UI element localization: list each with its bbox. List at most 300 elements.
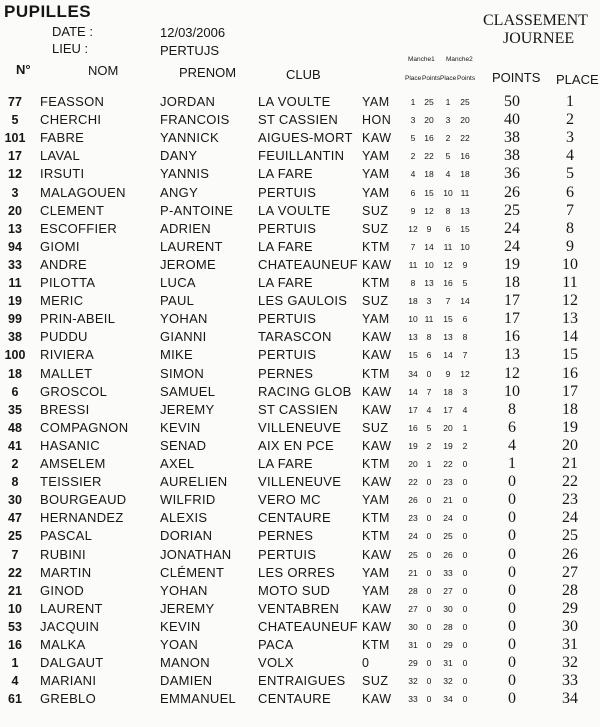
rider-club: ST CASSIEN <box>258 112 339 128</box>
table-row <box>0 455 600 473</box>
rider-firstname: JEREMY <box>160 401 215 417</box>
rider-club: VILLENEUVE <box>258 419 342 435</box>
rider-lastname: MARIANI <box>40 673 97 689</box>
rider-brand: YAM <box>362 493 390 508</box>
rider-firstname: SIMON <box>160 365 205 381</box>
manche1-points: 0 <box>426 585 432 596</box>
rider-club: AIX EN PCE <box>258 437 334 453</box>
rider-lastname: MALLET <box>40 365 93 381</box>
table-row <box>0 346 600 364</box>
manche2-place: 19 <box>443 440 453 451</box>
rider-club: PACA <box>258 637 294 652</box>
manche1-place: 34 <box>408 368 418 379</box>
final-place: 15 <box>562 346 578 364</box>
total-points: 0 <box>508 581 516 599</box>
final-place: 31 <box>562 636 578 653</box>
journee-title: JOURNEE <box>503 30 575 47</box>
manche1-points: 15 <box>424 187 434 198</box>
manche2-points: 13 <box>460 205 470 216</box>
rider-number: 35 <box>8 402 22 417</box>
rider-lastname: LAVAL <box>40 148 81 164</box>
total-points: 40 <box>504 111 520 129</box>
manche2-place: 12 <box>443 259 453 270</box>
total-points: 0 <box>508 636 516 653</box>
rider-brand: KAW <box>362 547 392 562</box>
col-points: POINTS <box>492 70 541 85</box>
final-place: 5 <box>566 165 574 183</box>
rider-lastname: MERIC <box>40 293 84 309</box>
rider-brand: KAW <box>362 601 392 616</box>
manche2-points: 20 <box>460 115 470 126</box>
manche2-place: 27 <box>443 585 453 596</box>
rider-number: 10 <box>8 601 22 616</box>
manche1-points: 0 <box>426 567 432 578</box>
col-nom: NOM <box>88 63 119 78</box>
rider-brand: SUZ <box>362 294 389 309</box>
manche2-points: 0 <box>462 640 468 650</box>
rider-club: CHATEAUNEUF <box>258 256 358 272</box>
manche2-place: 33 <box>443 567 453 578</box>
rider-lastname: PUDDU <box>40 329 88 345</box>
total-points: 18 <box>504 274 520 291</box>
rider-firstname: P-ANTOINE <box>160 202 234 218</box>
rider-number: 1 <box>11 656 19 671</box>
manche2-points: 18 <box>460 169 470 180</box>
manche1-points: 0 <box>426 495 432 506</box>
manche1-points: 25 <box>424 97 434 107</box>
manche1-place: 13 <box>408 332 418 343</box>
col-m1-points: Points <box>422 75 441 82</box>
rider-lastname: MALAGOUEN <box>40 184 126 200</box>
rider-number: 94 <box>8 239 22 254</box>
rider-number: 16 <box>8 638 22 652</box>
final-place: 27 <box>562 563 578 581</box>
rider-brand: KAW <box>362 402 392 417</box>
manche1-place: 26 <box>408 495 418 506</box>
rider-lastname: FEASSON <box>40 94 105 109</box>
manche1-points: 7 <box>426 386 432 397</box>
rider-number: 4 <box>11 674 19 689</box>
rider-brand: SUZ <box>362 420 389 435</box>
table-row <box>0 437 600 455</box>
manche2-place: 6 <box>445 223 451 234</box>
final-place: 6 <box>566 183 574 201</box>
final-place: 1 <box>566 93 574 110</box>
col-manche1: Manche1 <box>408 56 435 63</box>
rider-brand: SUZ <box>362 674 389 689</box>
table-row <box>0 147 600 165</box>
rider-lastname: TEISSIER <box>40 474 102 490</box>
page-title: PUPILLES <box>4 2 92 21</box>
final-place: 25 <box>562 527 578 545</box>
rider-number: 100 <box>4 348 26 363</box>
table-row <box>0 256 600 274</box>
manche2-points: 3 <box>462 386 468 397</box>
rider-firstname: AURELIEN <box>160 474 228 490</box>
rider-number: 48 <box>8 420 22 435</box>
manche1-place: 22 <box>408 477 418 488</box>
manche1-place: 28 <box>408 585 418 596</box>
table-row <box>0 618 600 636</box>
rider-firstname: DAMIEN <box>160 673 213 689</box>
total-points: 0 <box>508 599 516 617</box>
manche1-place: 27 <box>408 603 418 614</box>
total-points: 10 <box>504 382 520 400</box>
total-points: 0 <box>508 527 516 545</box>
rider-number: 20 <box>8 203 22 218</box>
rider-lastname: RUBINI <box>40 546 86 562</box>
final-place: 12 <box>562 292 578 310</box>
manche2-place: 26 <box>443 549 453 560</box>
rider-brand: KTM <box>362 366 390 381</box>
final-place: 32 <box>562 654 578 672</box>
rider-lastname: CHERCHI <box>40 112 102 128</box>
final-place: 18 <box>562 400 578 418</box>
rider-number: 22 <box>8 565 22 580</box>
rider-brand: KTM <box>362 529 390 544</box>
total-points: 26 <box>504 183 520 201</box>
manche1-points: 3 <box>426 296 432 307</box>
rider-club: PERTUIS <box>258 546 317 562</box>
rider-brand: KAW <box>362 348 392 363</box>
rider-lastname: IRSUTI <box>40 166 85 182</box>
date-label: DATE : <box>52 24 93 39</box>
manche1-points: 9 <box>426 223 432 234</box>
manche2-place: 10 <box>443 187 453 198</box>
rider-brand: 0 <box>362 656 370 671</box>
manche1-place: 23 <box>408 513 418 524</box>
rider-lastname: RIVIERA <box>40 347 95 363</box>
rider-brand: KTM <box>362 511 390 526</box>
rider-brand: KAW <box>362 475 392 490</box>
manche1-place: 21 <box>408 567 418 578</box>
rider-club: TARASCON <box>258 329 332 345</box>
manche1-place: 3 <box>410 115 416 126</box>
manche1-place: 10 <box>408 314 418 325</box>
manche1-points: 20 <box>424 115 434 126</box>
rider-firstname: YOHAN <box>160 311 208 327</box>
manche2-place: 30 <box>443 603 453 614</box>
manche1-points: 22 <box>424 151 434 162</box>
rider-lastname: ANDRE <box>40 256 88 272</box>
rider-club: LES GAULOIS <box>258 293 348 309</box>
manche1-points: 11 <box>424 314 434 325</box>
rider-firstname: YANNICK <box>160 130 219 146</box>
manche1-points: 0 <box>426 694 432 705</box>
manche2-points: 7 <box>462 350 468 361</box>
manche2-points: 0 <box>462 513 468 524</box>
total-points: 4 <box>508 436 516 454</box>
manche2-place: 16 <box>443 278 453 288</box>
rider-firstname: FRANCOIS <box>160 112 230 128</box>
manche1-place: 19 <box>408 440 418 451</box>
manche1-place: 25 <box>408 549 418 560</box>
manche2-place: 1 <box>445 97 451 107</box>
manche1-place: 16 <box>408 422 418 433</box>
rider-number: 47 <box>8 511 22 526</box>
manche2-place: 4 <box>445 169 451 180</box>
rider-club: ST CASSIEN <box>258 401 339 417</box>
manche2-points: 0 <box>462 531 468 542</box>
manche1-place: 30 <box>408 621 418 632</box>
rider-brand: KAW <box>362 257 392 272</box>
rider-club: LA FARE <box>258 456 313 471</box>
final-place: 33 <box>562 672 578 690</box>
manche2-points: 2 <box>462 440 468 451</box>
rider-brand: YAM <box>362 185 390 200</box>
final-place: 24 <box>562 509 578 527</box>
total-points: 12 <box>504 364 520 382</box>
col-num: N° <box>16 62 31 77</box>
rider-number: 25 <box>8 529 22 544</box>
rider-club: VILLENEUVE <box>258 474 342 490</box>
manche1-place: 14 <box>408 386 418 397</box>
total-points: 0 <box>508 654 516 672</box>
final-place: 16 <box>562 364 578 382</box>
final-place: 23 <box>562 491 578 509</box>
manche2-place: 13 <box>443 332 453 343</box>
manche2-place: 15 <box>443 314 453 325</box>
manche1-place: 17 <box>408 404 418 415</box>
rider-firstname: DANY <box>160 148 198 164</box>
rider-club: PERTUIS <box>258 347 317 363</box>
manche2-points: 11 <box>460 187 470 198</box>
rider-club: CHATEAUNEUF <box>258 618 358 634</box>
rider-lastname: PASCAL <box>40 528 93 544</box>
manche2-place: 2 <box>445 133 451 144</box>
rider-firstname: CLÉMENT <box>160 564 225 580</box>
rider-lastname: MALKA <box>40 637 86 652</box>
rider-firstname: GIANNI <box>160 329 207 345</box>
total-points: 6 <box>508 418 516 436</box>
rider-number: 99 <box>8 312 22 327</box>
table-row <box>0 600 600 618</box>
manche2-points: 0 <box>462 477 468 488</box>
manche2-points: 8 <box>462 332 468 343</box>
lieu-label: LIEU : <box>52 41 89 56</box>
manche2-points: 0 <box>462 694 468 705</box>
rider-firstname: MANON <box>160 655 210 671</box>
manche1-points: 0 <box>426 658 432 669</box>
manche1-place: 4 <box>410 169 416 180</box>
rider-number: 41 <box>8 438 22 453</box>
rider-number: 19 <box>8 294 22 309</box>
total-points: 8 <box>508 400 516 418</box>
rider-firstname: JORDAN <box>160 94 216 109</box>
manche2-place: 24 <box>443 513 453 524</box>
rider-number: 21 <box>8 583 22 598</box>
rider-firstname: KEVIN <box>160 419 201 435</box>
table-row <box>0 564 600 582</box>
table-row <box>0 165 600 183</box>
total-points: 1 <box>508 455 516 472</box>
manche1-place: 31 <box>408 640 418 650</box>
total-points: 0 <box>508 690 516 708</box>
final-place: 22 <box>562 473 578 491</box>
rider-lastname: CLEMENT <box>40 202 105 218</box>
manche1-place: 32 <box>408 676 418 687</box>
col-club: CLUB <box>286 67 321 82</box>
rider-club: PERTUIS <box>258 220 317 236</box>
rider-club: CENTAURE <box>258 691 331 707</box>
total-points: 24 <box>504 219 520 237</box>
manche1-points: 0 <box>426 513 432 524</box>
rider-lastname: COMPAGNON <box>40 419 129 435</box>
rider-number: 5 <box>11 113 19 128</box>
total-points: 38 <box>504 129 520 147</box>
final-place: 20 <box>562 436 578 454</box>
rider-brand: SUZ <box>362 221 389 236</box>
rider-number: 30 <box>8 493 22 508</box>
manche2-place: 18 <box>443 386 453 397</box>
table-row <box>0 93 600 111</box>
manche2-points: 9 <box>462 259 468 270</box>
final-place: 3 <box>566 129 574 147</box>
col-m1-place: Place <box>405 75 422 82</box>
manche2-points: 15 <box>460 223 470 234</box>
rider-number: 77 <box>8 95 22 109</box>
rider-firstname: MIKE <box>160 347 193 363</box>
total-points: 19 <box>504 255 520 273</box>
manche1-points: 10 <box>424 259 434 270</box>
rider-club: PERTUIS <box>258 311 317 327</box>
manche2-place: 7 <box>445 296 451 307</box>
table-row <box>0 690 600 708</box>
total-points: 0 <box>508 473 516 491</box>
manche2-place: 14 <box>443 350 453 361</box>
manche1-points: 0 <box>426 640 432 650</box>
table-row <box>0 202 600 220</box>
table-row <box>0 582 600 600</box>
manche2-place: 21 <box>443 495 453 506</box>
manche2-points: 14 <box>460 296 470 307</box>
table-row <box>0 419 600 437</box>
rider-lastname: HASANIC <box>40 437 100 453</box>
manche1-points: 5 <box>426 422 432 433</box>
total-points: 50 <box>504 93 520 110</box>
manche1-place: 12 <box>408 223 418 234</box>
table-row <box>0 129 600 147</box>
rider-club: PERNES <box>258 528 314 544</box>
manche2-place: 32 <box>443 676 453 687</box>
final-place: 7 <box>566 201 574 219</box>
rider-brand: KAW <box>362 438 392 453</box>
manche1-place: 1 <box>410 97 416 107</box>
rider-club: MOTO SUD <box>258 582 331 598</box>
rider-club: LA VOULTE <box>258 202 331 218</box>
rider-number: 11 <box>8 276 22 290</box>
manche2-place: 23 <box>443 477 453 488</box>
manche2-points: 0 <box>462 495 468 506</box>
rider-brand: KAW <box>362 131 392 146</box>
rider-club: RACING GLOB <box>258 383 352 399</box>
total-points: 24 <box>504 237 520 255</box>
rider-brand: SUZ <box>362 203 389 218</box>
final-place: 21 <box>562 455 578 472</box>
lieu-value: PERTUJS <box>160 43 219 58</box>
rider-brand: HON <box>362 113 392 128</box>
final-place: 34 <box>562 690 578 708</box>
manche1-points: 4 <box>426 404 432 415</box>
table-row <box>0 672 600 690</box>
rider-lastname: AMSELEM <box>40 456 106 471</box>
total-points: 17 <box>504 310 520 328</box>
manche2-place: 31 <box>443 658 453 669</box>
total-points: 36 <box>504 165 520 183</box>
manche2-points: 12 <box>460 368 470 379</box>
rider-lastname: FABRE <box>40 130 85 146</box>
rider-lastname: BOURGEAUD <box>40 492 127 508</box>
total-points: 13 <box>504 346 520 364</box>
rider-club: LA FARE <box>258 238 313 254</box>
manche2-points: 0 <box>462 567 468 578</box>
rider-number: 7 <box>11 547 19 562</box>
manche1-points: 0 <box>426 621 432 632</box>
table-row <box>0 654 600 672</box>
manche1-place: 24 <box>408 531 418 542</box>
manche2-place: 11 <box>443 241 453 252</box>
manche2-points: 0 <box>462 621 468 632</box>
total-points: 17 <box>504 292 520 310</box>
rider-firstname: DORIAN <box>160 528 213 544</box>
manche2-place: 3 <box>445 115 451 126</box>
manche2-points: 5 <box>462 278 468 288</box>
rider-firstname: YOHAN <box>160 582 208 598</box>
rider-club: ENTRAIGUES <box>258 673 346 689</box>
rider-lastname: MARTIN <box>40 564 92 580</box>
total-points: 25 <box>504 201 520 219</box>
rider-club: LA VOULTE <box>258 94 331 109</box>
rider-lastname: GROSCOL <box>40 383 108 399</box>
manche2-points: 0 <box>462 658 468 669</box>
rider-club: PERTUIS <box>258 184 317 200</box>
rider-firstname: JONATHAN <box>160 546 232 562</box>
final-place: 10 <box>562 255 578 273</box>
final-place: 11 <box>562 274 578 291</box>
final-place: 17 <box>562 382 578 400</box>
rider-brand: KTM <box>362 457 390 471</box>
rider-brand: KAW <box>362 619 392 634</box>
manche2-points: 0 <box>462 459 468 469</box>
total-points: 0 <box>508 563 516 581</box>
rider-lastname: GIOMI <box>40 238 80 254</box>
manche1-points: 0 <box>426 531 432 542</box>
rider-number: 13 <box>8 221 22 236</box>
final-place: 13 <box>562 310 578 328</box>
rider-number: 38 <box>8 330 22 345</box>
total-points: 0 <box>508 617 516 635</box>
rider-club: LA FARE <box>258 166 313 182</box>
rider-lastname: BRESSI <box>40 401 90 417</box>
rider-lastname: GREBLO <box>40 691 96 707</box>
rider-firstname: ALEXIS <box>160 510 208 526</box>
rider-brand: KTM <box>362 239 390 254</box>
final-place: 8 <box>566 219 574 237</box>
manche2-place: 22 <box>443 459 453 469</box>
manche1-points: 1 <box>426 459 432 469</box>
table-row <box>0 328 600 346</box>
rider-firstname: SENAD <box>160 437 207 453</box>
rider-club: LES ORRES <box>258 564 336 580</box>
table-row <box>0 546 600 564</box>
manche2-points: 10 <box>460 241 470 252</box>
rider-number: 53 <box>8 619 22 634</box>
rider-brand: YAM <box>362 565 390 580</box>
col-place: PLACE <box>556 72 599 87</box>
rider-club: VERO MC <box>258 492 321 508</box>
rider-firstname: JEROME <box>160 256 216 272</box>
rider-lastname: GINOD <box>40 582 85 598</box>
